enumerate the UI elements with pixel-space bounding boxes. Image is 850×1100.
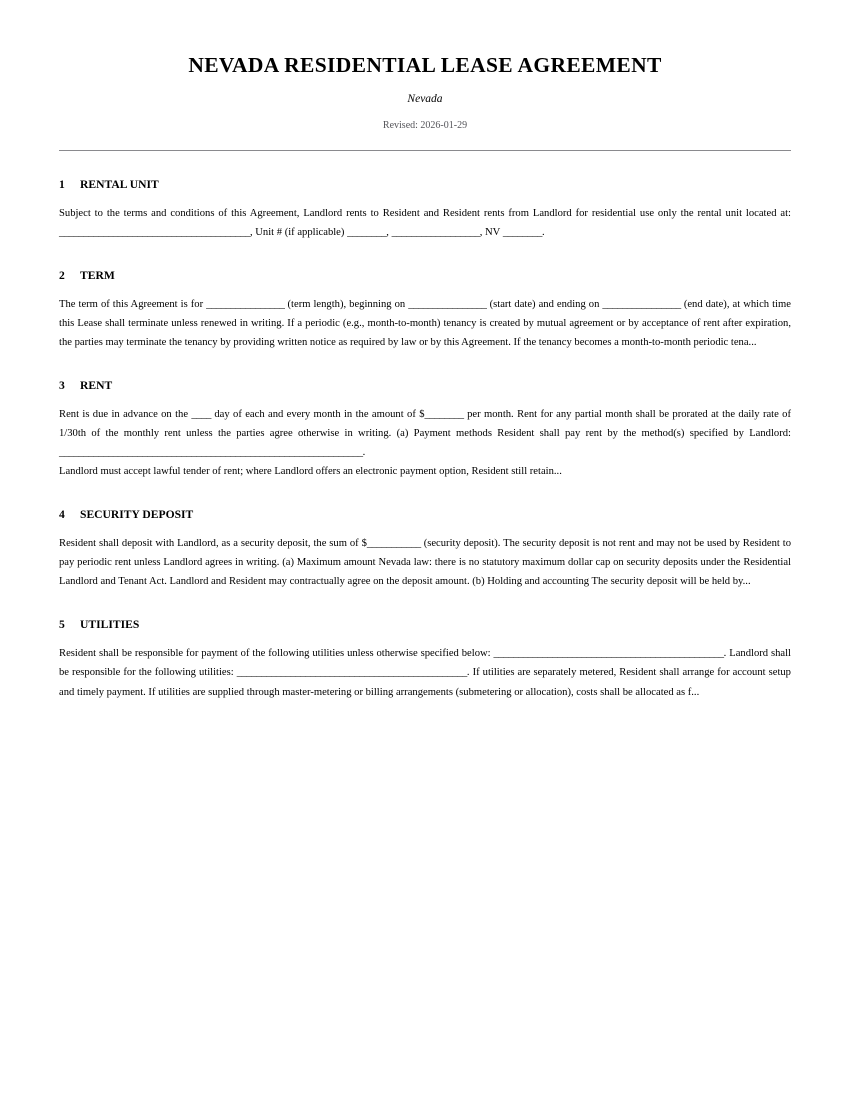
document-revision-date: Revised: 2026-01-29 — [382, 119, 468, 131]
body-text: . If utilities are separately metered, Resident shall arrange for account setup and timely payment. If utilities are supplied through master-metering or billing arrangements (submetering or allocation), costs shall be allocated as f... — [59, 667, 791, 698]
header-divider — [59, 150, 791, 151]
body-text: (end date), at which time this Lease shall terminate unless renewed in writing. If a periodic (e.g., month-to-month) tenancy is created by mutual agreement or by acceptance of rent after expiration, the parties may terminate the tenancy by providing written notice as required by law or by this Agreement. If the tenancy becomes a month-to-month periodic tena... — [59, 298, 791, 348]
body-text: (security deposit). The security deposit is not rent and may not be used by Resident to pay periodic rent unless Landlord agrees in writing. (a) Maximum amount Nevada law: there is no statutory maximum dollar cap on security deposits under the Residential Landlord and Tenant Act. Landlord and Resident may contractually agree on the deposit amount. (b) Holding and accounting The security deposit will be held by... — [59, 538, 791, 588]
body-text: . Landlord shall be responsible for the following utilities: — [59, 648, 791, 679]
document-content — [59, 0, 791, 702]
document-subtitle: Nevada — [407, 92, 443, 105]
section-body-term — [59, 295, 791, 352]
section-title: RENT — [80, 378, 113, 392]
section-number: 5 — [59, 618, 65, 632]
field-unit-number[interactable]: ________ — [347, 226, 387, 238]
body-text: (term length), beginning on — [287, 298, 406, 310]
field-landlord-utilities[interactable]: _______________________________________________ — [236, 667, 467, 679]
section-body-security-deposit — [59, 534, 791, 591]
field-rent-due-day[interactable]: ____ — [191, 408, 211, 420]
body-text: day of each and every month in the amount of $ — [214, 408, 425, 420]
page-title: NEVADA RESIDENTIAL LEASE AGREEMENT — [188, 53, 662, 77]
section-rental-unit — [59, 178, 791, 242]
section-utilities — [59, 618, 791, 701]
field-security-deposit-amount[interactable]: ___________ — [366, 538, 421, 550]
field-city[interactable]: __________________ — [391, 226, 480, 238]
field-zip-code[interactable]: ________ — [502, 226, 542, 238]
section-number: 3 — [59, 378, 65, 392]
section-number: 4 — [59, 508, 65, 522]
section-body-rental-unit — [59, 204, 791, 242]
body-text: The term of this Agreement is for — [59, 298, 204, 310]
section-title: SECURITY DEPOSIT — [80, 508, 194, 522]
body-text: Resident shall deposit with Landlord, as a security deposit, the sum of $ — [59, 538, 367, 550]
section-heading-rental-unit — [59, 178, 791, 192]
body-text: , — [386, 226, 389, 238]
field-payment-methods[interactable]: ______________________________________________________________ — [59, 447, 363, 459]
section-title: UTILITIES — [80, 618, 140, 632]
section-heading-term — [59, 269, 791, 283]
body-text: , Unit # (if applicable) — [249, 226, 345, 238]
section-title: TERM — [80, 268, 115, 282]
section-body-rent — [59, 405, 791, 481]
section-heading-security-deposit — [59, 508, 791, 522]
section-heading-rent — [59, 379, 791, 393]
body-text: per month. Rent for any partial month shall be prorated at the daily rate of 1/30th of the monthly rent unless the parties agree otherwise in writing. (a) Payment methods Resident shall pay rent by the method(s) specified by Landlord: — [59, 408, 792, 439]
body-text: Resident shall be responsible for payment of the following utilities unless otherwise specified below: — [59, 648, 491, 660]
section-term — [59, 269, 791, 352]
section-rent — [59, 379, 791, 481]
field-resident-utilities[interactable]: _______________________________________________ — [493, 648, 724, 660]
section-number: 2 — [59, 268, 65, 282]
field-rent-amount[interactable]: ________ — [424, 408, 464, 420]
section-security-deposit — [59, 508, 791, 591]
body-text-tail: Landlord must accept lawful tender of rent; where Landlord offers an electronic payment option, Resident still retain... — [59, 466, 562, 478]
field-street-address[interactable]: _______________________________________ — [59, 226, 250, 238]
field-end-date[interactable]: ________________ — [602, 298, 681, 310]
body-text: . — [362, 447, 366, 459]
field-start-date[interactable]: ________________ — [408, 298, 487, 310]
section-heading-utilities — [59, 618, 791, 632]
section-number: 1 — [59, 177, 65, 191]
body-text: , NV — [479, 226, 501, 238]
section-title: RENTAL UNIT — [80, 177, 159, 191]
field-term-length[interactable]: ________________ — [206, 298, 285, 310]
body-text: . — [542, 226, 545, 238]
body-text: Rent is due in advance on the — [59, 408, 189, 420]
section-body-utilities — [59, 644, 791, 701]
body-text: (start date) and ending on — [489, 298, 600, 310]
body-text: Subject to the terms and conditions of this Agreement, Landlord rents to Resident and Resident rents from Landlord for residential use only the rental unit located at: — [59, 207, 791, 219]
